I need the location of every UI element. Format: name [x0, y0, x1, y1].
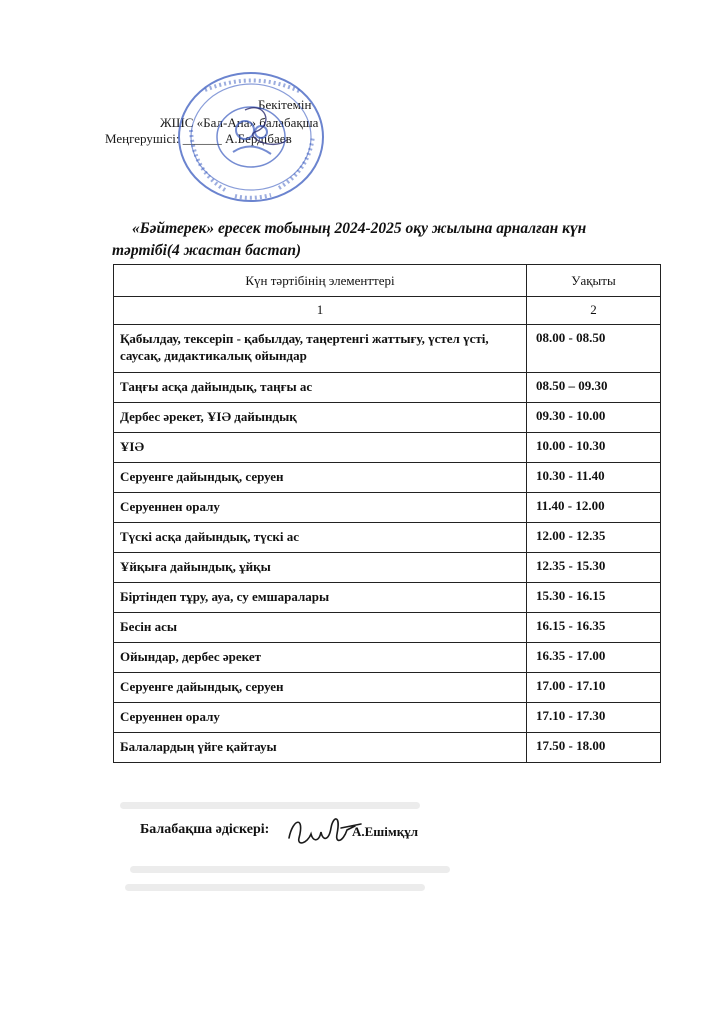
title-line-2: тәртібі(4 жастан бастап) [112, 242, 302, 259]
table-header-row [114, 265, 661, 297]
table-row [114, 553, 661, 583]
activity-cell: Таңғы асқа дайындық, таңғы ас [114, 373, 527, 403]
header-activity: Күн тәртібінің элементтері [114, 265, 527, 297]
activity-cell: Серуенге дайындық, серуен [114, 463, 527, 493]
table-row [114, 673, 661, 703]
column-number-2: 2 [527, 297, 661, 325]
table-row [114, 463, 661, 493]
time-cell: 09.30 - 10.00 [527, 403, 661, 433]
approval-title: Бекітемін [258, 97, 312, 112]
time-cell: 12.00 - 12.35 [527, 523, 661, 553]
time-cell: 16.35 - 17.00 [527, 643, 661, 673]
activity-cell: Серуеннен оралу [114, 703, 527, 733]
activity-cell: ҰІӘ [114, 433, 527, 463]
activity-cell: Біртіндеп тұру, ауа, су емшаралары [114, 583, 527, 613]
activity-cell: Ойындар, дербес әрекет [114, 643, 527, 673]
table-row [114, 703, 661, 733]
time-cell: 17.00 - 17.10 [527, 673, 661, 703]
header-time: Уақыты [527, 265, 661, 297]
faded-background-line [125, 884, 425, 891]
time-cell: 17.10 - 17.30 [527, 703, 661, 733]
table-row [114, 325, 661, 373]
activity-cell: Қабылдау, тексеріп - қабылдау, таңертенгі жаттығу, үстел үсті, саусақ, дидактикалық ойындар [114, 325, 527, 373]
title-line-1: «Бәйтерек» ересек тобының 2024-2025 оқу жылына арналған күн [132, 220, 587, 237]
document-title [112, 218, 672, 262]
table-row [114, 523, 661, 553]
time-cell: 10.00 - 10.30 [527, 433, 661, 463]
column-number-1: 1 [114, 297, 527, 325]
table-row [114, 643, 661, 673]
approval-director: Меңгерушісі: ______ А.Бердібаев [105, 131, 292, 146]
methodist-role: Балабақша әдіскері: [140, 822, 270, 837]
time-cell: 17.50 - 18.00 [527, 733, 661, 763]
table-row [114, 583, 661, 613]
methodist-signature-block [140, 818, 460, 868]
activity-cell: Түскі асқа дайындық, түскі ас [114, 523, 527, 553]
column-number-row [114, 297, 661, 325]
methodist-name: А.Ешімқұл [352, 824, 419, 839]
activity-cell: Дербес әрекет, ҰІӘ дайындық [114, 403, 527, 433]
time-cell: 08.00 - 08.50 [527, 325, 661, 373]
faded-background-line [120, 802, 420, 809]
time-cell: 12.35 - 15.30 [527, 553, 661, 583]
round-stamp-seal [175, 70, 327, 205]
time-cell: 11.40 - 12.00 [527, 493, 661, 523]
activity-cell: Серуеннен оралу [114, 493, 527, 523]
table-row [114, 403, 661, 433]
time-cell: 16.15 - 16.35 [527, 613, 661, 643]
table-row [114, 373, 661, 403]
time-cell: 10.30 - 11.40 [527, 463, 661, 493]
table-row [114, 613, 661, 643]
time-cell: 08.50 – 09.30 [527, 373, 661, 403]
approval-organization: ЖШС «Бал-Ана» балабақша [160, 115, 319, 130]
table-row [114, 433, 661, 463]
activity-cell: Бесін асы [114, 613, 527, 643]
activity-cell: Ұйқыға дайындық, ұйқы [114, 553, 527, 583]
daily-schedule-table [113, 264, 661, 763]
time-cell: 15.30 - 16.15 [527, 583, 661, 613]
activity-cell: Серуенге дайындық, серуен [114, 673, 527, 703]
table-row [114, 733, 661, 763]
table-row [114, 493, 661, 523]
activity-cell: Балалардың үйге қайтауы [114, 733, 527, 763]
